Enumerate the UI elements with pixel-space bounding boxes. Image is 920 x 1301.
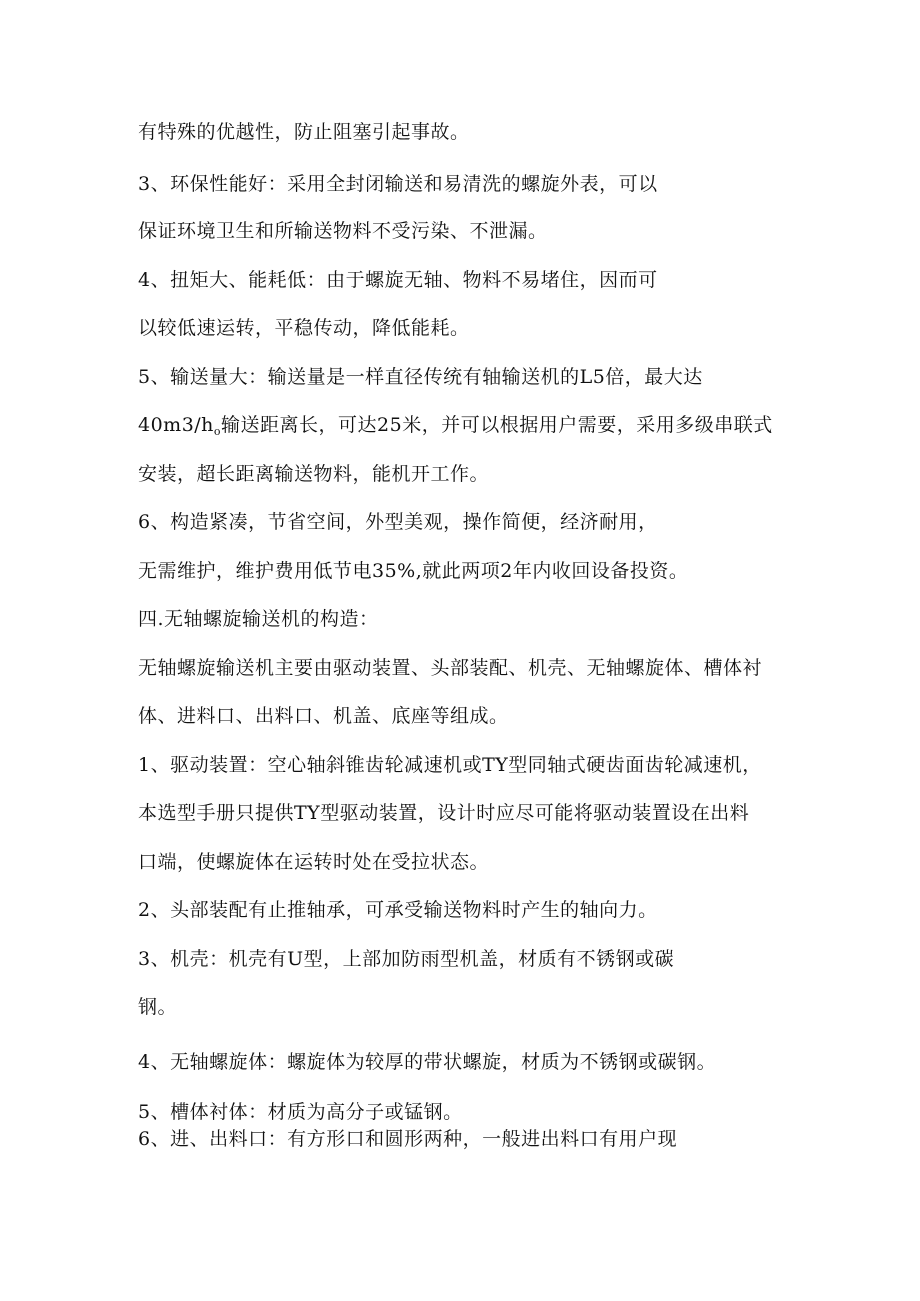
text-line: 3、环保性能好：采用全封闭输送和易清洗的螺旋外表，可以 [138, 173, 658, 195]
text-line: 5、槽体衬体：材质为高分子或锰钢。 [138, 1101, 463, 1123]
text-line: 保证环境卫生和所输送物料不受污染、不泄漏。 [138, 220, 548, 242]
text-line: 有特殊的优越性，防止阻塞引起事故。 [138, 121, 470, 143]
text-line: 无轴螺旋输送机主要由驱动装置、头部装配、机壳、无轴螺旋体、槽体衬 [138, 657, 763, 679]
text-line: 口端，使螺旋体在运转时处在受拉状态。 [138, 851, 490, 873]
text-line: 以较低速运转，平稳传动，降低能耗。 [138, 317, 470, 339]
text-line: 1、驱动装置：空心轴斜锥齿轮减速机或TY型同轴式硬齿面齿轮减速机， [138, 754, 762, 776]
capacity-rest: 输送距离长，可达25米，并可以根据用户需要，采用多级串联式 [221, 414, 773, 436]
text-line: 体、进料口、出料口、机盖、底座等组成。 [138, 705, 509, 727]
text-line: 3、机壳：机壳有U型，上部加防雨型机盖，材质有不锈钢或碳 [138, 948, 675, 970]
text-line: 4、扭矩大、能耗低：由于螺旋无轴、物料不易堵住，因而可 [138, 269, 658, 291]
text-line: 2、头部装配有止推轴承，可承受输送物料时产生的轴向力。 [138, 899, 658, 921]
text-line: 安装，超长距离输送物料，能机开工作。 [138, 463, 490, 485]
text-line: 钢。 [138, 996, 178, 1018]
section-heading: 四.无轴螺旋输送机的构造： [138, 608, 379, 630]
capacity-value: 40m3/h [138, 414, 214, 436]
text-line: 6、构造紧凑，节省空间，外型美观，操作简便，经济耐用， [138, 511, 658, 533]
text-line: 6、进、出料口：有方形口和圆形两种，一般进出料口有用户现 [138, 1128, 678, 1150]
capacity-subscript: o [213, 425, 222, 438]
text-line: 4、无轴螺旋体：螺旋体为较厚的带状螺旋，材质为不锈钢或碳钢。 [138, 1051, 717, 1073]
text-line: 本选型手册只提供TY型驱动装置，设计时应尽可能将驱动装置设在出料 [138, 802, 750, 824]
text-line-capacity [138, 413, 773, 444]
text-line: 无需维护，维护费用低节电35%,就此两项2年内收回设备投资。 [138, 560, 689, 582]
text-line: 5、输送量大：输送量是一样直径传统有轴输送机的L5倍，最大达 [138, 366, 703, 388]
